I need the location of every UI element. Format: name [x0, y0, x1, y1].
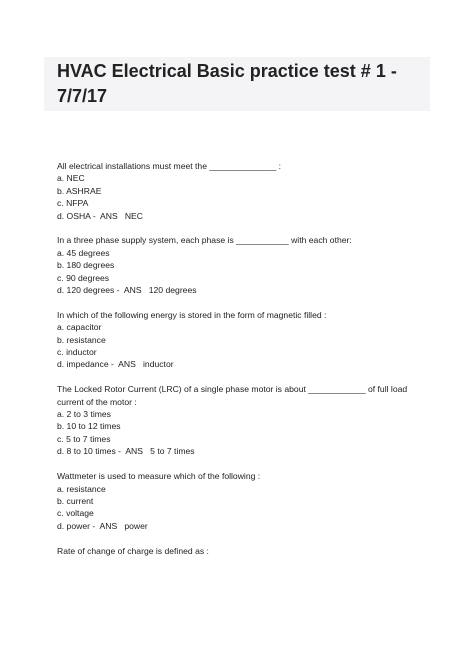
- answer-value: 120 degrees: [148, 285, 197, 296]
- option-d: d. OSHA: [57, 210, 91, 221]
- option-d-with-answer: d. 120 degrees - ANS 120 degrees: [57, 285, 197, 296]
- option-b: b. ASHRAE: [57, 185, 102, 196]
- option-d-with-answer: d. 8 to 10 times - ANS 5 to 7 times: [57, 446, 195, 457]
- question-1: [57, 160, 432, 222]
- answer-value: 5 to 7 times: [150, 446, 195, 457]
- option-d-with-answer: d. OSHA - ANS NEC: [57, 210, 143, 221]
- option-d-with-answer: d. impedance - ANS inductor: [57, 359, 174, 370]
- option-d-with-answer: d. power - ANS power: [57, 520, 148, 531]
- option-a: a. 45 degrees: [57, 247, 110, 258]
- option-c: c. NFPA: [57, 198, 89, 209]
- answer-label: ANS: [118, 359, 136, 370]
- option-b: b. 180 degrees: [57, 260, 115, 271]
- question-4: [57, 383, 432, 457]
- option-c: c. inductor: [57, 347, 97, 358]
- option-a: a. NEC: [57, 173, 85, 184]
- option-a: a. resistance: [57, 483, 106, 494]
- option-c: c. 90 degrees: [57, 272, 110, 283]
- answer-label: ANS: [125, 446, 143, 457]
- question-text: In which of the following energy is stored in the form of magnetic filled :: [57, 309, 327, 320]
- answer-value: power: [124, 520, 148, 531]
- question-text: In a three phase supply system, each phase is ___________ with each other:: [57, 235, 352, 246]
- question-text: Wattmeter is used to measure which of the following :: [57, 471, 261, 482]
- option-c: c. 5 to 7 times: [57, 433, 111, 444]
- question-list: [57, 160, 432, 569]
- option-a: a. capacitor: [57, 322, 102, 333]
- question-text: All electrical installations must meet the ______________ :: [57, 161, 282, 171]
- question-5: [57, 470, 432, 532]
- question-3: [57, 309, 432, 371]
- answer-label: ANS: [99, 520, 118, 531]
- question-2: [57, 234, 432, 296]
- option-c: c. voltage: [57, 508, 94, 519]
- answer-label: ANS: [100, 210, 118, 221]
- question-text: The Locked Rotor Current (LRC) of a single phase motor is about ____________ of full load current of the motor :: [57, 384, 408, 407]
- option-d: d. impedance: [57, 359, 109, 370]
- answer-value: inductor: [143, 359, 174, 370]
- option-b: b. resistance: [57, 334, 106, 345]
- question-6: [57, 545, 432, 557]
- option-b: b. 10 to 12 times: [57, 421, 121, 432]
- option-a: a. 2 to 3 times: [57, 409, 111, 420]
- option-d: d. power: [57, 520, 90, 531]
- document-title: HVAC Electrical Basic practice test # 1 - 7/7/17: [57, 61, 397, 106]
- option-b: b. current: [57, 495, 94, 506]
- answer-value: NEC: [124, 210, 143, 221]
- option-d: d. 120 degrees: [57, 285, 115, 296]
- question-text: Rate of change of charge is defined as :: [57, 545, 209, 556]
- option-d: d. 8 to 10 times: [57, 446, 116, 457]
- answer-label: ANS: [123, 285, 142, 296]
